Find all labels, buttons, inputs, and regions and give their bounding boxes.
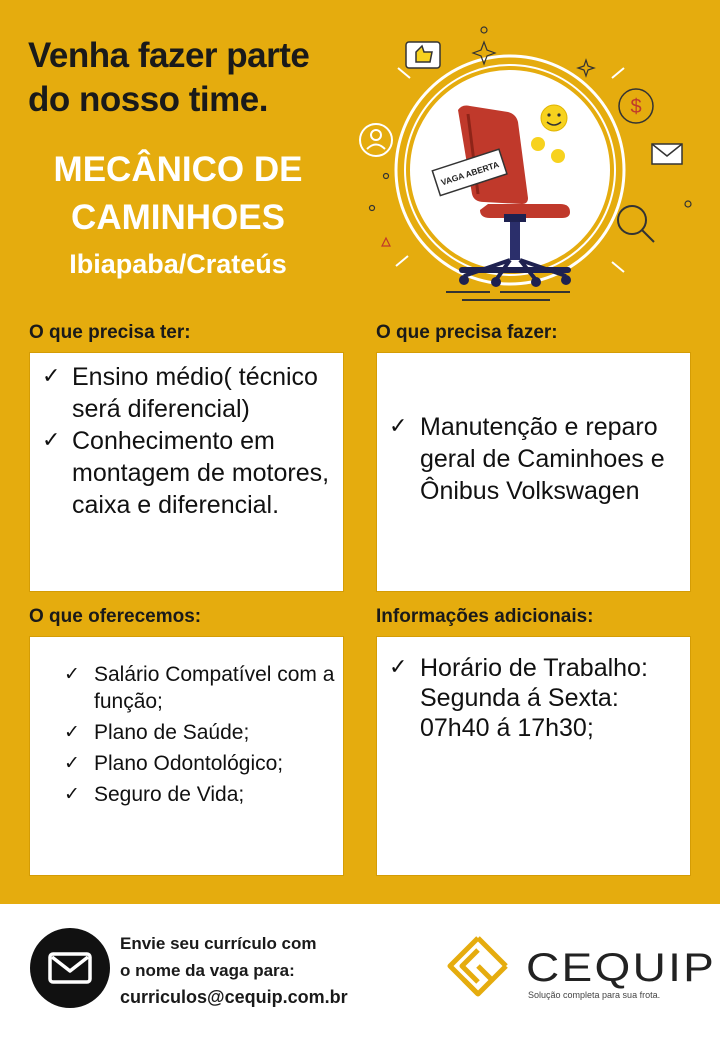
requirements-box	[29, 352, 344, 592]
cta-line-2: o nome da vaga para:	[120, 961, 295, 980]
duties-title: O que precisa fazer:	[376, 322, 558, 343]
requirements-list	[42, 361, 335, 521]
mail-button[interactable]	[30, 928, 110, 1008]
footer	[0, 904, 720, 1040]
floor-lines	[446, 292, 570, 300]
email-link[interactable]: curriculos@cequip.com.br	[120, 987, 348, 1007]
duties-list	[389, 411, 682, 507]
list-item: ✓ Plano de Saúde;	[64, 719, 335, 746]
svg-text:$: $	[630, 96, 642, 118]
additional-title: Informações adicionais:	[376, 606, 594, 627]
additional-list	[389, 653, 682, 743]
additional-box	[376, 636, 691, 876]
list-item: ✓ Ensino médio( técnico será diferencial)	[42, 361, 335, 425]
thumbs-up-icon	[406, 42, 440, 68]
list-item: ✓ Horário de Trabalho: Segunda á Sexta: 07h40 á 17h30;	[389, 653, 682, 743]
brand-tagline: Solução completa para sua frota.	[528, 990, 661, 1000]
job-location: Ibiapaba/Crateús	[69, 249, 287, 279]
offers-list	[64, 661, 335, 808]
list-item: ✓ Conhecimento em montagem de motores, caixa e diferencial.	[42, 425, 335, 521]
magnifier-icon	[618, 206, 654, 242]
job-title	[30, 146, 326, 242]
list-item: ✓ Plano Odontológico;	[64, 750, 335, 777]
cta-text	[120, 930, 348, 1011]
headline-line-2: do nosso time.	[28, 80, 268, 119]
duties-box	[376, 352, 691, 592]
headline	[28, 34, 309, 122]
job-title-line-2: CAMINHOES	[71, 198, 285, 237]
sign-text: VAGA ABERTA	[439, 159, 501, 188]
envelope-icon	[46, 946, 94, 990]
list-item: ✓ Manutenção e reparo geral de Caminhoes e Ônibus Volkswagen	[389, 411, 682, 507]
dollar-icon	[619, 89, 653, 123]
brand-name: CEQUIP	[526, 946, 717, 990]
job-title-line-1: MECÂNICO DE	[53, 150, 303, 189]
user-icon	[360, 124, 392, 156]
list-item: ✓ Salário Compatível com a função;	[64, 661, 335, 715]
requirements-title: O que precisa ter:	[29, 322, 191, 343]
list-item: ✓ Seguro de Vida;	[64, 781, 335, 808]
offers-title: O que oferecemos:	[29, 606, 202, 627]
cta-line-1: Envie seu currículo com	[120, 934, 317, 953]
open-position-illustration	[350, 18, 720, 310]
mail-icon	[652, 144, 682, 164]
cequip-logo-icon	[438, 932, 518, 1012]
headline-line-1: Venha fazer parte	[28, 36, 310, 75]
offers-box	[29, 636, 344, 876]
job-block	[30, 146, 326, 282]
